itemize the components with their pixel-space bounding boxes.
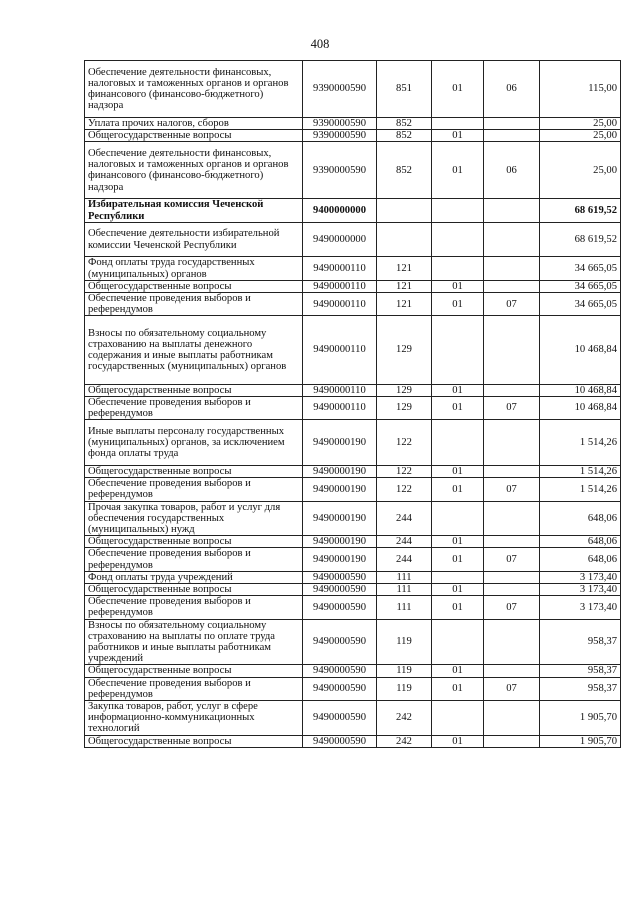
target-code-cell: 9490000110 <box>303 257 377 280</box>
amount-cell: 34 665,05 <box>540 257 621 280</box>
target-code-cell: 9390000590 <box>303 130 377 142</box>
expense-type-cell: 852 <box>377 142 432 199</box>
budget-table-body <box>85 61 621 748</box>
expense-type-cell: 111 <box>377 571 432 583</box>
item-name-cell: Обеспечение проведения выборов и референдумов <box>85 677 303 700</box>
section-cell: 01 <box>432 142 484 199</box>
item-name-cell: Общегосударственные вопросы <box>85 130 303 142</box>
section-cell: 01 <box>432 61 484 118</box>
item-name-cell: Фонд оплаты труда учреждений <box>85 571 303 583</box>
amount-cell: 3 173,40 <box>540 596 621 619</box>
subsection-cell: 07 <box>484 596 540 619</box>
item-name-cell: Обеспечение проведения выборов и референдумов <box>85 548 303 571</box>
item-name-cell: Общегосударственные вопросы <box>85 735 303 747</box>
section-cell: 01 <box>432 478 484 501</box>
expense-type-cell: 119 <box>377 677 432 700</box>
subsection-cell <box>484 536 540 548</box>
section-cell <box>432 571 484 583</box>
subsection-cell <box>484 199 540 222</box>
expense-type-cell: 129 <box>377 384 432 396</box>
table-row <box>85 396 621 419</box>
amount-cell: 1 514,26 <box>540 478 621 501</box>
target-code-cell: 9390000590 <box>303 61 377 118</box>
table-row <box>85 584 621 596</box>
target-code-cell: 9490000590 <box>303 619 377 665</box>
item-name-cell: Общегосударственные вопросы <box>85 466 303 478</box>
target-code-cell: 9490000190 <box>303 420 377 466</box>
expense-type-cell: 119 <box>377 665 432 677</box>
amount-cell: 1 514,26 <box>540 420 621 466</box>
subsection-cell <box>484 584 540 596</box>
item-name-cell: Иные выплаты персоналу государственных (муниципальных) органов, за исключением фонда оплаты труда <box>85 420 303 466</box>
section-cell: 01 <box>432 584 484 596</box>
target-code-cell: 9490000590 <box>303 584 377 596</box>
target-code-cell: 9400000000 <box>303 199 377 222</box>
section-cell: 01 <box>432 665 484 677</box>
subsection-cell <box>484 316 540 384</box>
expense-type-cell: 244 <box>377 501 432 536</box>
amount-cell: 10 468,84 <box>540 396 621 419</box>
section-cell <box>432 420 484 466</box>
subsection-cell <box>484 701 540 736</box>
item-name-cell: Взносы по обязательному социальному страхованию на выплаты денежного содержания и иные выплаты работникам государственных (муниципальных) органов <box>85 316 303 384</box>
expense-type-cell: 111 <box>377 584 432 596</box>
expense-type-cell: 121 <box>377 257 432 280</box>
expense-type-cell: 119 <box>377 619 432 665</box>
expense-type-cell: 852 <box>377 118 432 130</box>
section-cell: 01 <box>432 677 484 700</box>
subsection-cell: 06 <box>484 61 540 118</box>
expense-type-cell <box>377 222 432 257</box>
amount-cell: 648,06 <box>540 548 621 571</box>
target-code-cell: 9490000590 <box>303 596 377 619</box>
expense-type-cell: 242 <box>377 735 432 747</box>
amount-cell: 68 619,52 <box>540 199 621 222</box>
target-code-cell: 9490000190 <box>303 478 377 501</box>
subsection-cell <box>484 571 540 583</box>
amount-cell: 68 619,52 <box>540 222 621 257</box>
section-cell: 01 <box>432 596 484 619</box>
section-cell: 01 <box>432 293 484 316</box>
item-name-cell: Обеспечение проведения выборов и референдумов <box>85 596 303 619</box>
expense-type-cell: 852 <box>377 130 432 142</box>
target-code-cell: 9490000190 <box>303 501 377 536</box>
subsection-cell <box>484 280 540 292</box>
amount-cell: 3 173,40 <box>540 571 621 583</box>
expense-type-cell: 244 <box>377 548 432 571</box>
table-row <box>85 257 621 280</box>
table-row <box>85 199 621 222</box>
target-code-cell: 9490000110 <box>303 384 377 396</box>
amount-cell: 25,00 <box>540 130 621 142</box>
item-name-cell: Избирательная комиссия Чеченской Республики <box>85 199 303 222</box>
amount-cell: 958,37 <box>540 665 621 677</box>
subsection-cell: 07 <box>484 677 540 700</box>
amount-cell: 25,00 <box>540 142 621 199</box>
amount-cell: 25,00 <box>540 118 621 130</box>
item-name-cell: Обеспечение проведения выборов и референдумов <box>85 478 303 501</box>
target-code-cell: 9490000590 <box>303 735 377 747</box>
table-row <box>85 665 621 677</box>
expense-type-cell: 242 <box>377 701 432 736</box>
target-code-cell: 9490000590 <box>303 665 377 677</box>
section-cell <box>432 501 484 536</box>
amount-cell: 1 905,70 <box>540 701 621 736</box>
table-row <box>85 316 621 384</box>
amount-cell: 1 514,26 <box>540 466 621 478</box>
table-row <box>85 130 621 142</box>
item-name-cell: Обеспечение деятельности финансовых, налоговых и таможенных органов и органов финансового (финансово-бюджетного) надзора <box>85 61 303 118</box>
amount-cell: 34 665,05 <box>540 280 621 292</box>
expense-type-cell: 122 <box>377 420 432 466</box>
section-cell <box>432 199 484 222</box>
expense-type-cell: 851 <box>377 61 432 118</box>
table-row <box>85 478 621 501</box>
target-code-cell: 9490000110 <box>303 293 377 316</box>
table-row <box>85 536 621 548</box>
amount-cell: 958,37 <box>540 677 621 700</box>
target-code-cell: 9490000190 <box>303 548 377 571</box>
subsection-cell <box>484 118 540 130</box>
target-code-cell: 9490000110 <box>303 280 377 292</box>
target-code-cell: 9490000000 <box>303 222 377 257</box>
subsection-cell: 06 <box>484 142 540 199</box>
item-name-cell: Общегосударственные вопросы <box>85 280 303 292</box>
amount-cell: 10 468,84 <box>540 316 621 384</box>
item-name-cell: Фонд оплаты труда государственных (муниципальных) органов <box>85 257 303 280</box>
section-cell <box>432 222 484 257</box>
table-row <box>85 501 621 536</box>
item-name-cell: Общегосударственные вопросы <box>85 584 303 596</box>
budget-table <box>84 60 621 748</box>
amount-cell: 1 905,70 <box>540 735 621 747</box>
expense-type-cell: 122 <box>377 466 432 478</box>
target-code-cell: 9490000590 <box>303 677 377 700</box>
table-row <box>85 118 621 130</box>
table-row <box>85 619 621 665</box>
subsection-cell <box>484 466 540 478</box>
item-name-cell: Прочая закупка товаров, работ и услуг для обеспечения государственных (муниципальных) нужд <box>85 501 303 536</box>
target-code-cell: 9490000110 <box>303 316 377 384</box>
target-code-cell: 9490000190 <box>303 536 377 548</box>
table-row <box>85 293 621 316</box>
item-name-cell: Общегосударственные вопросы <box>85 536 303 548</box>
subsection-cell <box>484 130 540 142</box>
item-name-cell: Обеспечение деятельности финансовых, налоговых и таможенных органов и органов финансового (финансово-бюджетного) надзора <box>85 142 303 199</box>
expense-type-cell: 129 <box>377 316 432 384</box>
item-name-cell: Обеспечение проведения выборов и референдумов <box>85 396 303 419</box>
subsection-cell: 07 <box>484 478 540 501</box>
target-code-cell: 9390000590 <box>303 142 377 199</box>
table-row <box>85 548 621 571</box>
subsection-cell <box>484 665 540 677</box>
section-cell: 01 <box>432 280 484 292</box>
table-row <box>85 701 621 736</box>
item-name-cell: Обеспечение проведения выборов и референдумов <box>85 293 303 316</box>
expense-type-cell: 111 <box>377 596 432 619</box>
item-name-cell: Общегосударственные вопросы <box>85 665 303 677</box>
section-cell <box>432 619 484 665</box>
section-cell: 01 <box>432 396 484 419</box>
amount-cell: 958,37 <box>540 619 621 665</box>
expense-type-cell <box>377 199 432 222</box>
section-cell: 01 <box>432 384 484 396</box>
expense-type-cell: 121 <box>377 293 432 316</box>
table-row <box>85 61 621 118</box>
subsection-cell: 07 <box>484 548 540 571</box>
section-cell <box>432 701 484 736</box>
subsection-cell <box>484 501 540 536</box>
amount-cell: 648,06 <box>540 501 621 536</box>
section-cell <box>432 118 484 130</box>
subsection-cell <box>484 619 540 665</box>
amount-cell: 34 665,05 <box>540 293 621 316</box>
amount-cell: 648,06 <box>540 536 621 548</box>
item-name-cell: Общегосударственные вопросы <box>85 384 303 396</box>
target-code-cell: 9490000110 <box>303 396 377 419</box>
target-code-cell: 9490000590 <box>303 701 377 736</box>
table-row <box>85 571 621 583</box>
table-row <box>85 420 621 466</box>
section-cell: 01 <box>432 735 484 747</box>
section-cell: 01 <box>432 548 484 571</box>
page-number: 408 <box>310 37 330 51</box>
table-row <box>85 384 621 396</box>
item-name-cell: Взносы по обязательному социальному страхованию на выплаты по оплате труда работников и иные выплаты работникам учреждений <box>85 619 303 665</box>
subsection-cell <box>484 384 540 396</box>
amount-cell: 115,00 <box>540 61 621 118</box>
table-row <box>85 596 621 619</box>
subsection-cell <box>484 257 540 280</box>
subsection-cell <box>484 420 540 466</box>
section-cell <box>432 316 484 384</box>
amount-cell: 3 173,40 <box>540 584 621 596</box>
table-row <box>85 466 621 478</box>
section-cell <box>432 257 484 280</box>
section-cell: 01 <box>432 130 484 142</box>
target-code-cell: 9390000590 <box>303 118 377 130</box>
target-code-cell: 9490000190 <box>303 466 377 478</box>
table-row <box>85 280 621 292</box>
expense-type-cell: 129 <box>377 396 432 419</box>
expense-type-cell: 122 <box>377 478 432 501</box>
table-row <box>85 142 621 199</box>
item-name-cell: Обеспечение деятельности избирательной комиссии Чеченской Республики <box>85 222 303 257</box>
table-row <box>85 222 621 257</box>
table-row <box>85 677 621 700</box>
section-cell: 01 <box>432 466 484 478</box>
subsection-cell <box>484 735 540 747</box>
expense-type-cell: 244 <box>377 536 432 548</box>
subsection-cell <box>484 222 540 257</box>
expense-type-cell: 121 <box>377 280 432 292</box>
target-code-cell: 9490000590 <box>303 571 377 583</box>
section-cell: 01 <box>432 536 484 548</box>
item-name-cell: Уплата прочих налогов, сборов <box>85 118 303 130</box>
amount-cell: 10 468,84 <box>540 384 621 396</box>
item-name-cell: Закупка товаров, работ, услуг в сфере информационно-коммуникационных технологий <box>85 701 303 736</box>
subsection-cell: 07 <box>484 293 540 316</box>
table-row <box>85 735 621 747</box>
subsection-cell: 07 <box>484 396 540 419</box>
